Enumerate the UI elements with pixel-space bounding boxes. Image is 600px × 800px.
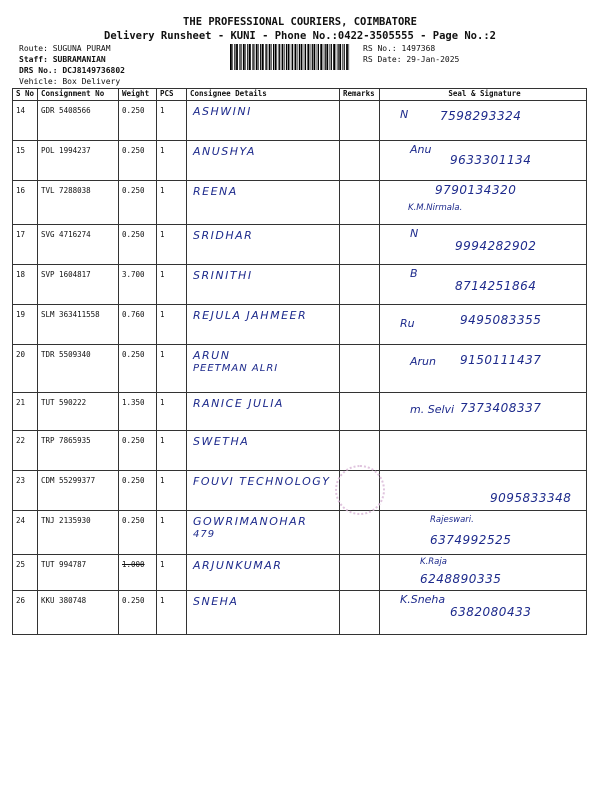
signature-mark: K.Sneha — [400, 593, 446, 606]
cell-weight: 0.250 — [119, 471, 157, 511]
cell-weight: 0.760 — [119, 305, 157, 345]
cell-sno: 17 — [13, 225, 38, 265]
cell-pcs: 1 — [157, 431, 187, 471]
signature-phone: 6374992525 — [430, 533, 512, 547]
consignee-handwritten-line2: 479 — [193, 529, 216, 540]
cell-weight: 0.250 — [119, 431, 157, 471]
cell-sno: 21 — [13, 393, 38, 431]
staff: Staff: SUBRAMANIAN — [19, 55, 106, 64]
cell-consignment: TRP 7865935 — [38, 431, 119, 471]
barcode-bar — [310, 44, 311, 70]
barcode-bar — [317, 44, 318, 70]
table-row — [13, 225, 587, 265]
cell-remarks — [340, 141, 380, 181]
barcode-bar — [304, 44, 305, 70]
consignee-handwritten: REENA — [193, 185, 238, 198]
cell-sno: 19 — [13, 305, 38, 345]
cell-consignee — [187, 181, 340, 225]
cell-remarks — [340, 265, 380, 305]
rs-no: RS No.: 1497368 — [363, 44, 436, 53]
signature-phone: 9994282902 — [455, 239, 537, 253]
cell-sno: 22 — [13, 431, 38, 471]
cell-signature — [380, 471, 587, 511]
cell-consignee — [187, 345, 340, 393]
barcode-bar — [349, 44, 350, 70]
table-header — [13, 89, 587, 101]
cell-weight: 0.250 — [119, 511, 157, 555]
cell-consignee — [187, 265, 340, 305]
col-pcs: PCS — [157, 89, 187, 101]
barcode-bar — [278, 44, 279, 70]
signature-phone: 6382080433 — [450, 605, 532, 619]
signature-phone: 9495083355 — [460, 313, 542, 327]
barcode-bar — [307, 44, 309, 70]
cell-consignee — [187, 393, 340, 431]
consignee-handwritten: SNEHA — [193, 595, 239, 608]
cell-pcs: 1 — [157, 225, 187, 265]
barcode-bar — [320, 44, 322, 70]
route: Route: SUGUNA PURAM — [19, 44, 111, 53]
table-row — [13, 555, 587, 591]
cell-signature — [380, 555, 587, 591]
consignee-handwritten: ANUSHYA — [193, 145, 256, 158]
barcode-bar — [346, 44, 348, 70]
barcode-bar — [282, 44, 284, 70]
signature-phone: 7598293324 — [440, 109, 522, 123]
cell-weight: 0.250 — [119, 345, 157, 393]
table-row — [13, 511, 587, 555]
consignee-handwritten: SRINITHI — [193, 269, 253, 282]
barcode-bar — [284, 44, 285, 70]
cell-sno: 25 — [13, 555, 38, 591]
cell-signature — [380, 265, 587, 305]
barcode-bar — [262, 44, 264, 70]
cell-weight: 0.250 — [119, 225, 157, 265]
cell-consignee — [187, 141, 340, 181]
cell-remarks — [340, 101, 380, 141]
barcode-bar — [339, 44, 341, 70]
cell-weight: 0.250 — [119, 101, 157, 141]
signature-mark: m. Selvi — [410, 403, 455, 416]
cell-pcs: 1 — [157, 141, 187, 181]
barcode-bar — [295, 44, 297, 70]
runsheet-table — [12, 88, 587, 635]
barcode-bar — [266, 44, 267, 70]
cell-sno: 20 — [13, 345, 38, 393]
barcode-bar — [245, 44, 246, 70]
cell-weight: 3.700 — [119, 265, 157, 305]
cell-remarks — [340, 181, 380, 225]
consignee-handwritten: GOWRIMANOHAR — [193, 515, 308, 528]
consignee-handwritten: RANICE JULIA — [193, 397, 284, 410]
barcode-bar — [239, 44, 240, 70]
cell-consignment: TNJ 2135930 — [38, 511, 119, 555]
barcode-bar — [330, 44, 331, 70]
barcode-bar — [342, 44, 343, 70]
signature-mark: Ru — [400, 317, 415, 330]
cell-weight: 0.250 — [119, 181, 157, 225]
barcode-bar — [305, 44, 306, 70]
barcode-bar — [243, 44, 245, 70]
col-sno: S No — [13, 89, 38, 101]
meta-right — [363, 43, 459, 65]
cell-signature — [380, 181, 587, 225]
signature-mark: Anu — [410, 143, 432, 156]
cell-sno: 14 — [13, 101, 38, 141]
signature-mark: B — [410, 267, 418, 280]
barcode — [230, 44, 350, 70]
signature-phone: 9790134320 — [435, 183, 517, 197]
barcode-bar — [299, 44, 300, 70]
consignee-handwritten-line2: PEETMAN ALRI — [193, 363, 279, 374]
barcode-bar — [256, 44, 258, 70]
barcode-bar — [230, 44, 232, 70]
cell-consignee — [187, 591, 340, 635]
barcode-bar — [344, 44, 345, 70]
cell-sno: 23 — [13, 471, 38, 511]
barcode-bar — [253, 44, 254, 70]
cell-signature — [380, 101, 587, 141]
company-title: THE PROFESSIONAL COURIERS, COIMBATORE — [183, 16, 417, 28]
cell-weight: 0.250 — [119, 591, 157, 635]
cell-consignment: KKU 380748 — [38, 591, 119, 635]
barcode-bar — [275, 44, 277, 70]
cell-signature — [380, 225, 587, 265]
cell-pcs: 1 — [157, 393, 187, 431]
cell-consignment: TVL 7288038 — [38, 181, 119, 225]
col-seal-signature: Seal & Signature — [380, 89, 587, 101]
runsheet-subtitle: Delivery Runsheet - KUNI - Phone No.:0422-3505555 - Page No.:2 — [104, 30, 496, 42]
barcode-bar — [286, 44, 287, 70]
cell-consignment: CDM 55299377 — [38, 471, 119, 511]
cell-sno: 24 — [13, 511, 38, 555]
barcode-bar — [265, 44, 266, 70]
cell-consignment: TUT 590222 — [38, 393, 119, 431]
barcode-bar — [318, 44, 319, 70]
barcode-bar — [325, 44, 326, 70]
cell-signature — [380, 345, 587, 393]
meta-left — [19, 43, 125, 87]
cell-signature — [380, 141, 587, 181]
cell-remarks — [340, 345, 380, 393]
barcode-bar — [249, 44, 251, 70]
consignee-handwritten: FOUVI TECHNOLOGY — [193, 475, 331, 488]
consignee-handwritten: ARUN — [193, 349, 231, 362]
cell-pcs: 1 — [157, 181, 187, 225]
table-row — [13, 431, 587, 471]
cell-consignee — [187, 555, 340, 591]
cell-pcs: 1 — [157, 555, 187, 591]
cell-sno: 18 — [13, 265, 38, 305]
signature-phone: 9150111437 — [460, 353, 542, 367]
signature-mark: N — [410, 227, 419, 240]
table-row — [13, 345, 587, 393]
barcode-bar — [333, 44, 335, 70]
consignee-handwritten: ASHWINI — [193, 105, 252, 118]
signature-phone: 6248890335 — [420, 572, 502, 586]
cell-signature — [380, 305, 587, 345]
signature-phone: 8714251864 — [455, 279, 537, 293]
table-row — [13, 393, 587, 431]
cell-remarks — [340, 591, 380, 635]
barcode-bar — [297, 44, 298, 70]
cell-consignment: SVG 4716274 — [38, 225, 119, 265]
barcode-bar — [336, 44, 337, 70]
cell-pcs: 1 — [157, 511, 187, 555]
barcode-bar — [301, 44, 303, 70]
signature-phone: 7373408337 — [460, 401, 542, 415]
cell-consignee — [187, 431, 340, 471]
cell-sno: 15 — [13, 141, 38, 181]
barcode-bar — [260, 44, 261, 70]
cell-pcs: 1 — [157, 305, 187, 345]
cell-weight: 0.250 — [119, 141, 157, 181]
rs-date: RS Date: 29-Jan-2025 — [363, 55, 460, 64]
barcode-bar — [271, 44, 272, 70]
cell-consignment: TDR 5509340 — [38, 345, 119, 393]
cell-remarks — [340, 555, 380, 591]
col-consignee: Consignee Details — [187, 89, 340, 101]
table-row — [13, 591, 587, 635]
cell-weight: 1.000 — [119, 555, 157, 591]
cell-consignee — [187, 471, 340, 511]
drs-no: DRS No.: DCJ8149736802 — [19, 66, 125, 75]
barcode-bar — [232, 44, 233, 70]
barcode-bar — [234, 44, 235, 70]
barcode-bar — [273, 44, 274, 70]
table-row — [13, 305, 587, 345]
cell-signature — [380, 511, 587, 555]
signature-mark: N — [400, 108, 409, 121]
barcode-bar — [292, 44, 293, 70]
table-row — [13, 141, 587, 181]
cell-consignee — [187, 511, 340, 555]
barcode-bar — [252, 44, 253, 70]
signature-name: Rajeswari. — [430, 515, 474, 525]
barcode-bar — [338, 44, 339, 70]
barcode-bar — [236, 44, 238, 70]
col-weight: Weight — [119, 89, 157, 101]
barcode-bar — [331, 44, 332, 70]
cell-pcs: 1 — [157, 101, 187, 141]
col-remarks: Remarks — [340, 89, 380, 101]
table-row — [13, 471, 587, 511]
signature-mark: Arun — [410, 355, 436, 368]
cell-sno: 26 — [13, 591, 38, 635]
cell-consignment: SLM 363411558 — [38, 305, 119, 345]
consignee-handwritten: SRIDHAR — [193, 229, 254, 242]
barcode-bar — [312, 44, 313, 70]
signature-phone: 9633301134 — [450, 153, 532, 167]
cell-remarks — [340, 225, 380, 265]
table-row — [13, 181, 587, 225]
seal-stamp — [335, 465, 385, 515]
consignee-handwritten: REJULA JAHMEER — [193, 309, 308, 322]
cell-signature — [380, 393, 587, 431]
cell-pcs: 1 — [157, 345, 187, 393]
cell-consignee — [187, 101, 340, 141]
cell-consignment: SVP 1604817 — [38, 265, 119, 305]
cell-remarks — [340, 305, 380, 345]
vehicle: Vehicle: Box Delivery — [19, 77, 121, 86]
barcode-bar — [240, 44, 241, 70]
table-row — [13, 101, 587, 141]
barcode-bar — [314, 44, 316, 70]
barcode-bar — [326, 44, 328, 70]
barcode-bar — [291, 44, 292, 70]
cell-consignee — [187, 225, 340, 265]
cell-pcs: 1 — [157, 471, 187, 511]
barcode-bar — [247, 44, 248, 70]
signature-name: K.M.Nirmala. — [408, 203, 463, 213]
cell-weight: 1.350 — [119, 393, 157, 431]
col-consignment: Consignment No — [38, 89, 119, 101]
cell-consignment: POL 1994237 — [38, 141, 119, 181]
cell-signature — [380, 431, 587, 471]
consignee-handwritten: SWETHA — [193, 435, 250, 448]
cell-remarks — [340, 393, 380, 431]
cell-sno: 16 — [13, 181, 38, 225]
cell-pcs: 1 — [157, 265, 187, 305]
barcode-bar — [323, 44, 324, 70]
table-row — [13, 265, 587, 305]
cell-remarks — [340, 511, 380, 555]
signature-name: K.Raja — [420, 557, 447, 567]
cell-consignment: TUT 994787 — [38, 555, 119, 591]
signature-phone: 9095833348 — [490, 491, 572, 505]
cell-signature — [380, 591, 587, 635]
cell-consignment: GDR 5408566 — [38, 101, 119, 141]
cell-consignee — [187, 305, 340, 345]
barcode-bar — [258, 44, 259, 70]
barcode-bar — [269, 44, 271, 70]
consignee-handwritten: ARJUNKUMAR — [193, 559, 283, 572]
cell-pcs: 1 — [157, 591, 187, 635]
barcode-bar — [288, 44, 290, 70]
barcode-bar — [279, 44, 280, 70]
